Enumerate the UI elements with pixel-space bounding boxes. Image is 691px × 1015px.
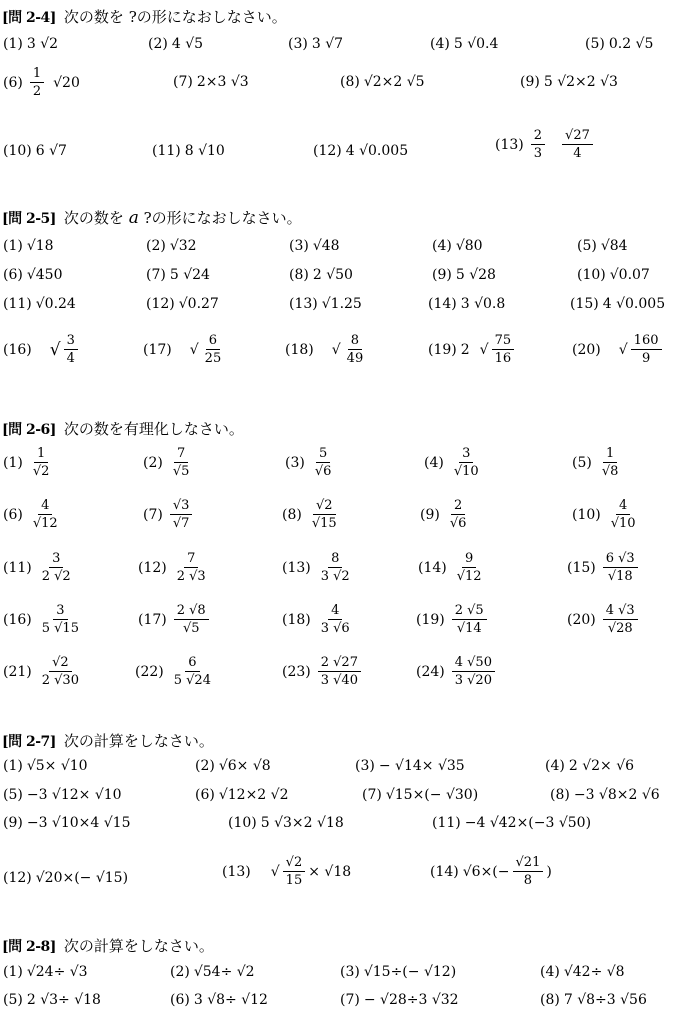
problem: (9) 5 √2×2 √3 (520, 74, 618, 90)
problem: (5) 0.2 √5 (585, 36, 654, 52)
fraction: $\frac{4 √3}{√28}$ (603, 603, 638, 636)
problem: (8) −3 √8×2 √6 (550, 787, 660, 803)
problem: (1) √18 (3, 238, 54, 254)
problem: (11) 8 √10 (152, 143, 225, 159)
problem: (12) √20×(− √15) (3, 870, 129, 886)
problem: (13) √ $\frac{√2}{15}$ × √18 (222, 855, 352, 888)
fraction: $\frac{1}{√8}$ (601, 446, 619, 479)
problem: (19) 2 √ $\frac{75}{16}$ (428, 333, 517, 366)
problem: (11) √0.24 (3, 296, 76, 312)
problem: (24) $\frac{4 √50}{3 √20}$ (416, 655, 498, 688)
problem: (13) √1.25 (289, 296, 362, 312)
fraction: $\frac{5}{√6}$ (314, 446, 332, 479)
problem: (2) √54÷ √2 (170, 964, 255, 980)
problem: (17) √ $\frac{6}{25}$ (143, 333, 227, 366)
fraction: $\frac{√2}{15}$ (283, 855, 306, 888)
problem: (6) 3 √8÷ √12 (170, 992, 268, 1008)
problem: (19) $\frac{2 √5}{√14}$ (416, 603, 490, 636)
problem: (2) √6× √8 (195, 758, 271, 774)
problem: (8) √2×2 √5 (340, 74, 425, 90)
problem: (21) $\frac{√2}{2 √30}$ (3, 655, 85, 688)
problem: (3) − √14× √35 (355, 758, 465, 774)
fraction: $\frac{7}{√5}$ (172, 446, 190, 479)
problem: (10) $\frac{4}{√10}$ (572, 498, 642, 531)
fraction: $\frac{4}{√12}$ (32, 498, 58, 531)
problem: (23) $\frac{2 √27}{3 √40}$ (282, 655, 364, 688)
fraction: $\frac{2 √27}{3 √40}$ (318, 655, 361, 688)
problem: (4) √80 (432, 238, 483, 254)
problem: (14) 3 √0.8 (428, 296, 506, 312)
problem: (13) $\frac{2}{3}$ $\frac{√27}{4}$ (495, 128, 596, 161)
problem: (16) $\frac{3}{5 √15}$ (3, 603, 85, 636)
problem: (20) $\frac{4 √3}{√28}$ (567, 603, 641, 636)
fraction: $\frac{4}{√10}$ (610, 498, 636, 531)
problem: (5) √84 (577, 238, 628, 254)
problem: (7) √15×(− √30) (362, 787, 479, 803)
problem: (7) 2×3 √3 (173, 74, 249, 90)
problem: (3) $\frac{5}{√6}$ (285, 446, 337, 479)
fraction: $\frac{8}{49}$ (346, 333, 364, 366)
fraction: $\frac{6}{5 √24}$ (173, 655, 211, 688)
problem: (7) 5 √24 (146, 267, 210, 283)
problem: (1) $\frac{1}{√2}$ (3, 446, 55, 479)
problem: (17) $\frac{2 √8}{√5}$ (138, 603, 212, 636)
fraction: $\frac{4 √50}{3 √20}$ (452, 655, 495, 688)
fraction: $\frac{2 √5}{√14}$ (452, 603, 487, 636)
problem: (8) $\frac{√2}{√15}$ (282, 498, 343, 531)
fraction: $\frac{3}{4}$ (64, 333, 78, 366)
problem: (6) √450 (3, 267, 63, 283)
problem: (11) $\frac{3}{2 √2}$ (3, 551, 77, 584)
problem: (2) √32 (146, 238, 197, 254)
fraction: $\frac{2 √8}{√5}$ (174, 603, 209, 636)
problem: (6) $\frac{4}{√12}$ (3, 498, 64, 531)
fraction: $\frac{160}{9}$ (631, 333, 662, 366)
fraction: $\frac{6}{25}$ (204, 333, 222, 366)
problem: (6) $\frac{1}{2}$ √20 (3, 66, 80, 99)
problem: (18) √ $\frac{8}{49}$ (285, 333, 369, 366)
problem: (13) $\frac{8}{3 √2}$ (282, 551, 356, 584)
problem: (8) 7 √8÷3 √56 (540, 992, 647, 1008)
problem: (12) $\frac{7}{2 √3}$ (138, 551, 212, 584)
problem: (3) √48 (289, 238, 340, 254)
problem: (3) 3 √7 (288, 36, 344, 52)
problem: (18) $\frac{4}{3 √6}$ (282, 603, 356, 636)
fraction: $\frac{3}{2 √2}$ (41, 551, 71, 584)
problem: (6) √12×2 √2 (195, 787, 289, 803)
fraction: $\frac{√2}{2 √30}$ (41, 655, 79, 688)
fraction: $\frac{75}{16}$ (492, 333, 515, 366)
problem: (4) √42÷ √8 (540, 964, 625, 980)
section-title: [問 2-4] 次の数を ?の形になおしなさい。 (2, 8, 287, 26)
fraction: $\frac{√2}{√15}$ (311, 498, 337, 531)
problem: (1) √24÷ √3 (3, 964, 88, 980)
problem: (14) √6×(− $\frac{√21}{8}$ ) (430, 855, 552, 888)
fraction: $\frac{√21}{8}$ (513, 855, 544, 888)
fraction: $\frac{2}{√6}$ (449, 498, 467, 531)
fraction: $\frac{7}{2 √3}$ (176, 551, 206, 584)
problem: (2) 4 √5 (148, 36, 204, 52)
problem: (14) $\frac{9}{√12}$ (418, 551, 488, 584)
problem: (4) $\frac{3}{√10}$ (424, 446, 485, 479)
problem: (8) 2 √50 (289, 267, 353, 283)
problem: (1) 3 √2 (3, 36, 59, 52)
problem: (9) −3 √10×4 √15 (3, 815, 131, 831)
problem: (10) 5 √3×2 √18 (228, 815, 344, 831)
fraction: $\frac{3}{5 √15}$ (41, 603, 79, 636)
section-title: [問 2-8] 次の計算をしなさい。 (2, 937, 214, 955)
problem: (15) 4 √0.005 (570, 296, 666, 312)
problem: (7) $\frac{√3}{√7}$ (143, 498, 195, 531)
fraction: $\frac{√3}{√7}$ (170, 498, 193, 531)
fraction: $\frac{9}{√12}$ (456, 551, 482, 584)
fraction: $\frac{√27}{4}$ (562, 128, 593, 161)
problem: (10) 6 √7 (3, 143, 67, 159)
problem: (16) √ $\frac{3}{4}$ (3, 333, 81, 366)
problem: (4) 5 √0.4 (430, 36, 499, 52)
section-title: [問 2-6] 次の数を有理化しなさい。 (2, 420, 244, 438)
problem: (11) −4 √42×(−3 √50) (432, 815, 592, 831)
fraction: $\frac{3}{√10}$ (453, 446, 479, 479)
problem: (3) √15÷(− √12) (340, 964, 457, 980)
problem: (9) 5 √28 (432, 267, 496, 283)
problem: (7) − √28÷3 √32 (340, 992, 459, 1008)
problem: (15) $\frac{6 √3}{√18}$ (567, 551, 641, 584)
problem: (5) −3 √12× √10 (3, 787, 122, 803)
section-title: [問 2-7] 次の計算をしなさい。 (2, 732, 214, 750)
fraction: $\frac{2}{3}$ (531, 128, 545, 161)
problem: (12) √0.27 (146, 296, 219, 312)
problem: (5) 2 √3÷ √18 (3, 992, 101, 1008)
fraction: $\frac{1}{√2}$ (32, 446, 50, 479)
problem: (9) $\frac{2}{√6}$ (420, 498, 472, 531)
fraction: $\frac{1}{2}$ (30, 66, 44, 99)
section-title: [問 2-5] 次の数を a ?の形になおしなさい。 (2, 208, 302, 228)
problem: (2) $\frac{7}{√5}$ (143, 446, 195, 479)
fraction: $\frac{6 √3}{√18}$ (603, 551, 638, 584)
problem: (1) √5× √10 (3, 758, 88, 774)
problem: (4) 2 √2× √6 (545, 758, 635, 774)
problem: (12) 4 √0.005 (313, 143, 409, 159)
problem: (5) $\frac{1}{√8}$ (572, 446, 624, 479)
problem: (20) √ $\frac{160}{9}$ (572, 333, 665, 366)
fraction: $\frac{4}{3 √6}$ (320, 603, 350, 636)
problem: (10) √0.07 (577, 267, 650, 283)
fraction: $\frac{8}{3 √2}$ (320, 551, 350, 584)
problem: (22) $\frac{6}{5 √24}$ (135, 655, 217, 688)
